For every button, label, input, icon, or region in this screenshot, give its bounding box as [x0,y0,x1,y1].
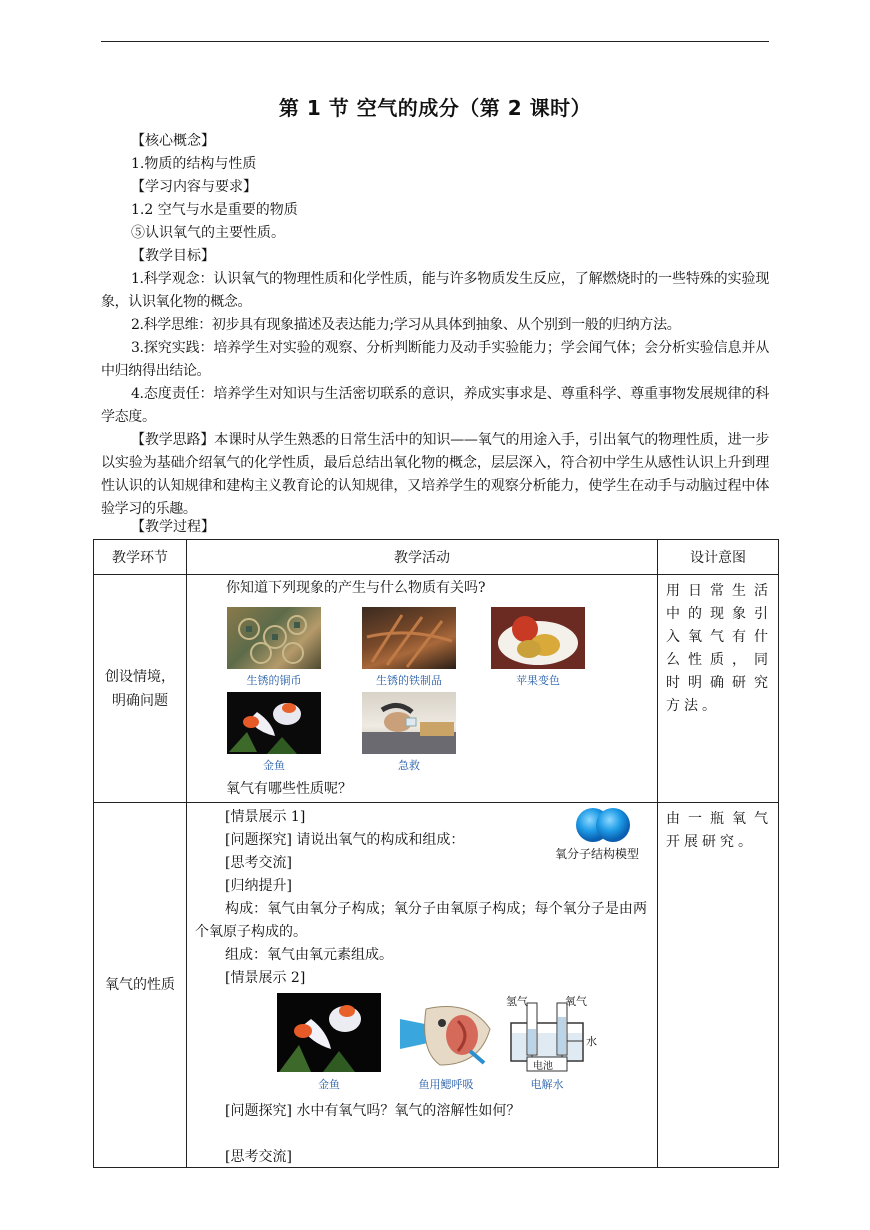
core-concept-heading: 【核心概念】 [131,133,215,149]
stage-line2: 明确问题 [112,692,168,709]
table-header-row [94,540,779,575]
stage-line1: 创设情境， [105,668,175,685]
table-row [94,575,779,803]
goal-2: 2.科学思维：初步具有现象描述及表达能力;学习从具体到抽象、从个别到一般的归纳方法。 [131,317,681,333]
stage-cell: 氧气的性质 [94,803,187,1168]
caption-first-aid: 急救 [398,759,420,772]
molecule-model-label: 氧分子结构模型 [555,847,640,861]
core-concept-item: 1.物质的结构与性质 [131,156,257,172]
goal-1: 1.科学观念：认识氧气的物理性质和化学性质，能与许多物质发生反应，了解燃烧时的一些特殊的实验现象，认识氧化物的概念。 [101,271,769,310]
discuss-2: [思考交流] [225,1149,292,1165]
goals-heading: 【教学目标】 [131,248,215,264]
header-intent: 设计意图 [658,540,779,575]
caption-electrolysis: 电解水 [530,1078,564,1091]
activity-closing: 氧气有哪些性质呢？ [226,781,352,797]
stage-cell [94,575,187,803]
label-oxygen: 氧气 [565,995,587,1008]
fish-gill-diagram [400,999,492,1069]
caption-rusty-coins: 生锈的铜币 [246,674,302,687]
scene-2-label: [情景展示 2] [225,970,306,986]
activity-cell [187,575,658,803]
header-rule [101,41,769,42]
table-row [94,803,779,1168]
elements-text: 组成：氧气由氧元素组成。 [225,947,393,963]
caption-fish-gill: 鱼用鳃呼吸 [418,1078,474,1091]
discuss-1: [思考交流] [225,855,292,871]
summary-1: [归纳提升] [225,878,292,894]
caption-rusty-iron: 生锈的铁制品 [376,674,442,687]
header-stage: 教学环节 [94,540,187,575]
goldfish-photo-2 [277,993,381,1072]
caption-goldfish: 金鱼 [263,759,285,772]
intent-cell-2: 由一瓶氧气开展研究。 [658,803,779,1168]
lesson-table [93,539,779,1168]
activity-cell [187,803,658,1168]
goal-4: 4.态度责任：培养学生对知识与生活密切联系的意识，养成实事求是、尊重科学、尊重事物发展规律的科学态度。 [101,386,769,425]
intent-cell-1: 用日常生活中的现象引入氧气有什么性质，同时明确研究方法。 [658,575,779,803]
caption-apple: 苹果变色 [516,674,560,687]
goldfish-photo [227,692,321,754]
composition-text: 构成：氧气由氧分子构成；氧分子由氧原子构成；每个氧分子是由两个氧原子构成的。 [195,901,647,940]
page-title: 第 1 节 空气的成分（第 2 课时） [278,96,592,120]
apple-photo [491,607,585,669]
label-battery: 电池 [533,1061,553,1072]
rusty-coins-photo [227,607,321,669]
first-aid-photo [362,692,456,754]
scene-1-label: [情景展示 1] [225,809,306,825]
content-req-heading: 【学习内容与要求】 [131,179,257,195]
teaching-approach: 【教学思路】本课时从学生熟悉的日常生活中的知识——氧气的用途入手，引出氧气的物理性质，进一步以实验为基础介绍氧气的化学性质，最后总结出氧化物的概念，层层深入，符合初中学生从感性认识上升到理性认识的认知规律和建构主义教育论的认知规律，又培养学生的观察分析能力，使学生在动手与动脑过程中体验学习的乐趣。 [101,432,769,517]
content-req-item1: 1.2 空气与水是重要的物质 [131,202,298,218]
content-req-item2: ⑤认识氧气的主要性质。 [131,225,285,241]
inquiry-1: [问题探究] 请说出氧气的构成和组成： [225,832,465,848]
label-water: 水 [586,1035,597,1048]
oxygen-molecule-model [573,806,633,844]
label-hydrogen: 氢气 [506,995,528,1008]
process-heading: 【教学过程】 [131,519,215,535]
rusty-iron-photo [362,607,456,669]
caption-goldfish-2: 金鱼 [318,1078,340,1091]
header-activity: 教学活动 [187,540,658,575]
goal-3: 3.探究实践：培养学生对实验的观察、分析判断能力及动手实验能力；学会闻气体；会分析实验信息并从中归纳得出结论。 [101,340,769,379]
inquiry-2: [问题探究] 水中有氧气吗？氧气的溶解性如何？ [225,1103,521,1119]
activity-question: 你知道下列现象的产生与什么物质有关吗? [226,580,486,596]
